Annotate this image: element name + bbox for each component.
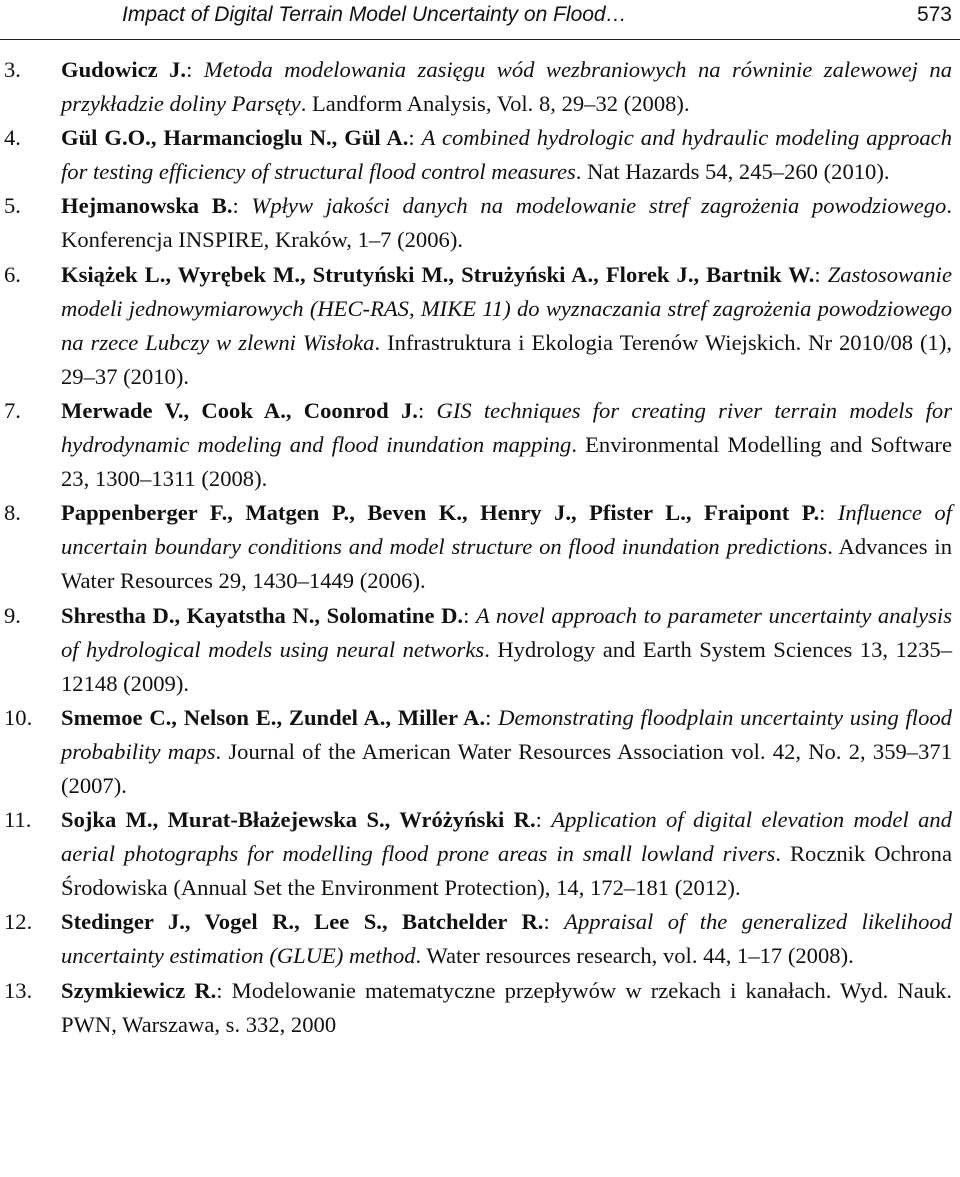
reference-title: Demonstrating floodplain uncertainty using flood probability maps <box>61 704 952 764</box>
reference-authors: Merwade V., Cook A., Coonrod J. <box>61 397 418 423</box>
reference-authors: Pappenberger F., Matgen P., Beven K., Henry J., Pfister L., Fraipont P. <box>61 500 820 526</box>
reference-number: 7. <box>4 397 21 423</box>
running-title: Impact of Digital Terrain Model Uncertainty on Flood… <box>122 3 627 26</box>
reference-item <box>0 121 960 189</box>
reference-item <box>0 974 960 1042</box>
reference-authors: Shrestha D., Kayatstha N., Solomatine D. <box>61 602 464 628</box>
reference-authors: Gudowicz J. <box>61 57 187 82</box>
reference-source: . Hydrology and Earth System Sciences 13, 1235–12148 (2009). <box>61 636 952 696</box>
reference-number: 3. <box>4 57 21 82</box>
reference-number: 4. <box>4 125 21 151</box>
reference-list <box>0 53 960 1042</box>
reference-title: Zastosowanie modeli jednowymiarowych (HEC-RAS, MIKE 11) do wyznaczania stref zagrożenia powodziowego na rzece Lubczy w zlewni Wisłoka <box>61 261 952 355</box>
reference-separator: : <box>814 261 828 287</box>
reference-source: . Konferencja INSPIRE, Kraków, 1–7 (2006). <box>61 193 952 253</box>
reference-title: A novel approach to parameter uncertainty analysis of hydrological models using neural networks <box>61 602 952 662</box>
reference-title: Wpływ jakości danych na modelowanie stref zagrożenia powodziowego <box>251 193 947 219</box>
reference-source: . Environmental Modelling and Software 23, 1300–1311 (2008). <box>61 432 952 492</box>
reference-separator: : <box>417 397 437 423</box>
reference-number: 12. <box>4 909 33 935</box>
reference-title: Influence of uncertain boundary conditions and model structure on flood inundation predictions <box>61 500 952 560</box>
reference-separator: : <box>819 500 838 526</box>
reference-source: . Nat Hazards 54, 245–260 (2010). <box>575 159 890 185</box>
reference-source: . Landform Analysis, Vol. 8, 29–32 (2008). <box>300 91 690 117</box>
reference-title: Application of digital elevation model and aerial photographs for modelling flood prone areas in small lowland rivers <box>61 807 952 867</box>
reference-authors: Hejmanowska B. <box>61 193 233 219</box>
reference-separator: : <box>216 977 232 1003</box>
reference-source: . Infrastruktura i Ekologia Terenów Wiejskich. Nr 2010/08 (1), 29–37 (2010). <box>61 329 952 389</box>
reference-item <box>0 189 960 257</box>
reference-separator: : <box>408 125 422 151</box>
reference-title: GIS techniques for creating river terrain models for hydrodynamic modeling and flood inundation mapping <box>61 397 952 458</box>
reference-source: Modelowanie matematyczne przepływów w rzekach i kanałach. Wyd. Nauk. PWN, Warszawa, s. 332, 2000 <box>61 977 952 1037</box>
reference-item <box>0 905 960 973</box>
reference-item <box>0 803 960 905</box>
reference-title: A combined hydrologic and hydraulic modeling approach for testing efficiency of structural flood control measures <box>61 125 952 185</box>
reference-authors: Sojka M., Murat-Błażejewska S., Wróżyński R. <box>61 807 536 833</box>
reference-item <box>0 701 960 803</box>
reference-number: 8. <box>4 500 21 526</box>
reference-authors: Książek L., Wyrębek M., Strutyński M., Strużyński A., Florek J., Bartnik W. <box>61 261 815 287</box>
reference-item <box>0 496 960 598</box>
reference-title: Metoda modelowania zasięgu wód wezbraniowych na równinie zalewowej na przykładzie doliny Parsęty <box>61 57 952 117</box>
reference-item <box>0 599 960 701</box>
reference-number: 6. <box>4 261 21 287</box>
reference-source: . Water resources research, vol. 44, 1–17 (2008). <box>415 943 854 969</box>
reference-title: Appraisal of the generalized likelihood uncertainty estimation (GLUE) method <box>61 909 952 969</box>
reference-authors: Gül G.O., Harmancioglu N., Gül A. <box>61 125 409 151</box>
page-number: 573 <box>916 3 952 26</box>
reference-separator: : <box>463 602 476 628</box>
reference-separator: : <box>186 57 204 82</box>
running-header <box>0 0 960 40</box>
reference-number: 5. <box>4 193 21 219</box>
reference-separator: : <box>535 807 552 833</box>
reference-source: . Journal of the American Water Resources Association vol. 42, No. 2, 359–371 (2007). <box>61 738 952 798</box>
reference-source: . Advances in Water Resources 29, 1430–1449 (2006). <box>61 534 952 594</box>
reference-item <box>0 258 960 394</box>
reference-separator: : <box>543 909 565 935</box>
reference-number: 10. <box>4 704 33 730</box>
reference-authors: Stedinger J., Vogel R., Lee S., Batchelder R. <box>61 909 544 935</box>
reference-item <box>0 394 960 496</box>
reference-number: 11. <box>4 807 32 833</box>
reference-item <box>0 53 960 121</box>
reference-number: 9. <box>4 602 21 628</box>
reference-authors: Szymkiewicz R. <box>61 977 217 1003</box>
reference-number: 13. <box>4 977 33 1003</box>
reference-authors: Smemoe C., Nelson E., Zundel A., Miller A. <box>61 704 486 730</box>
reference-separator: : <box>485 704 499 730</box>
reference-source: . Rocznik Ochrona Środowiska (Annual Set the Environment Protection), 14, 172–181 (2012). <box>61 841 953 901</box>
reference-separator: : <box>232 193 252 219</box>
